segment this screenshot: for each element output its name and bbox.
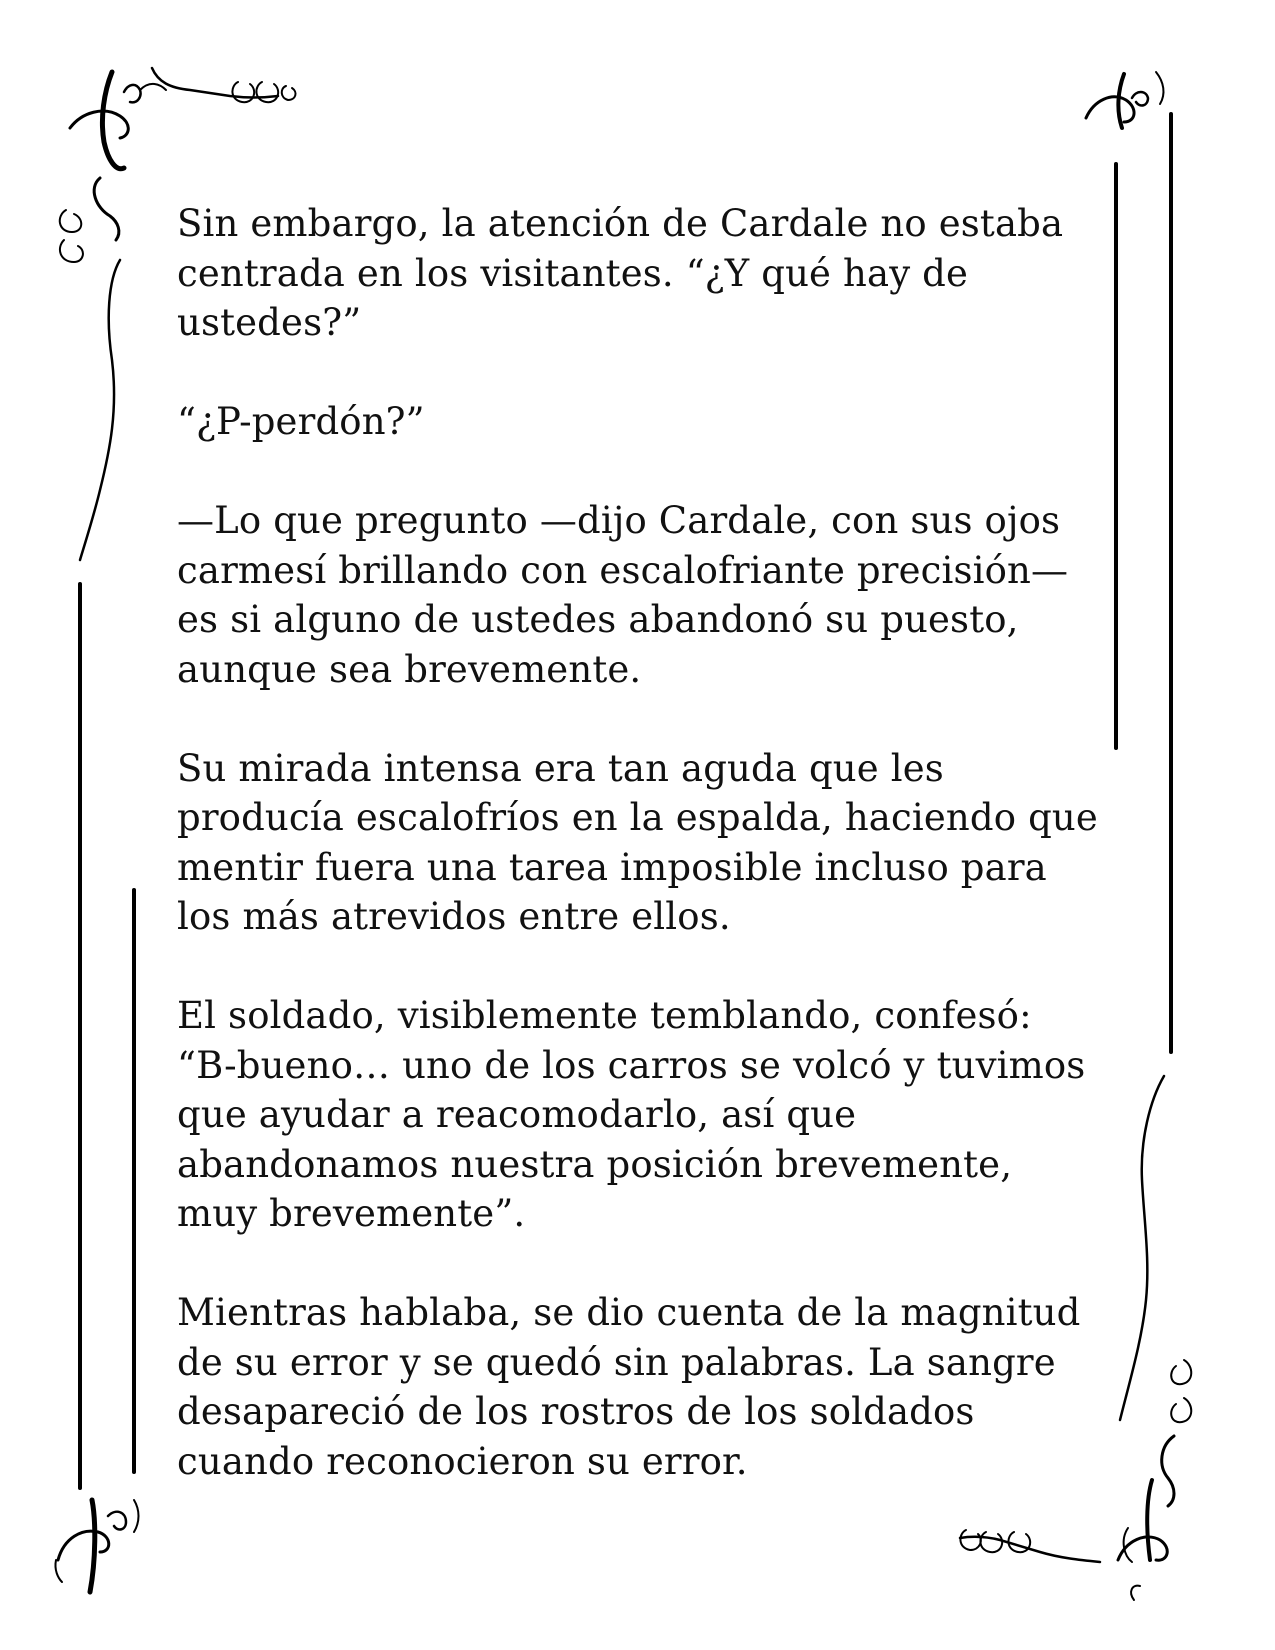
bottom-left-flourish-icon (55, 1500, 138, 1592)
paragraph: El soldado, visiblemente temblando, confesó: “B-bueno… uno de los carros se volcó y tuvimos que ayudar a reacomodarlo, así que abandonamos nuestra posición brevemente, muy brevemente”. (177, 994, 1086, 1235)
paragraph: “¿P-perdón?” (177, 400, 425, 443)
top-right-flourish-icon (1086, 72, 1163, 128)
paragraph: —Lo que pregunto —dijo Cardale, con sus ojos carmesí brillando con escalofriante precisión— es si alguno de ustedes abandonó su puesto, aunque sea brevemente. (177, 499, 1069, 691)
paragraph: Su mirada intensa era tan aguda que les producía escalofríos en la espalda, haciendo que mentir fuera una tarea imposible incluso para los más atrevidos entre ellos. (177, 746, 1098, 938)
page-body (177, 199, 1117, 1486)
paragraph: Mientras hablaba, se dio cuenta de la magnitud de su error y se quedó sin palabras. La sangre desapareció de los rostros de los soldados cuando reconocieron su error. (177, 1291, 1081, 1483)
paragraph: Sin embargo, la atención de Cardale no estaba centrada en los visitantes. “¿Y qué hay de ustedes?” (177, 202, 1064, 344)
